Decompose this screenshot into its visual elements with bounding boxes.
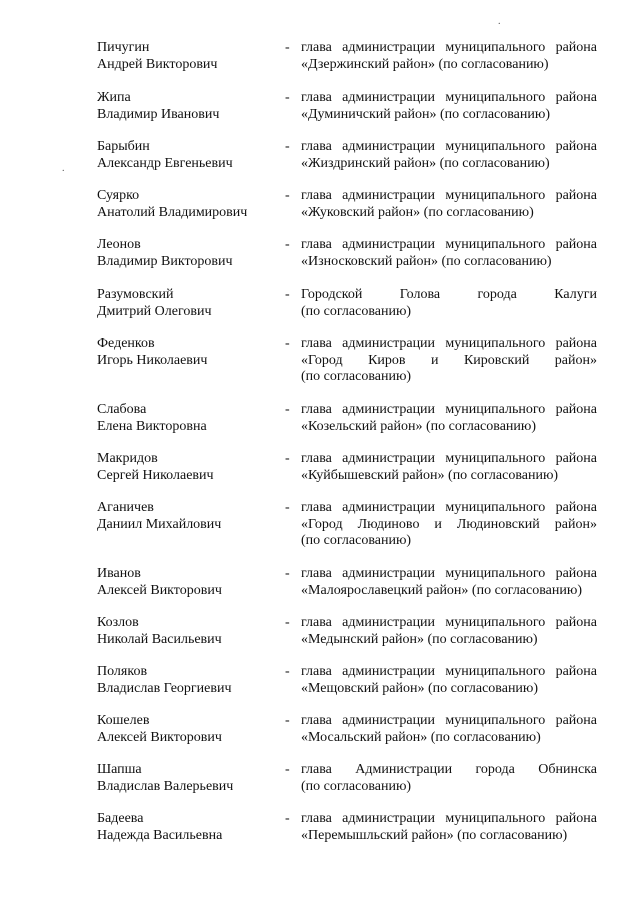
dash-separator: - [285,336,290,351]
member-position [301,287,597,320]
position-line: «Жуковский район» (по согласованию) [301,204,534,220]
stray-mark: . [498,16,501,27]
dash-separator: - [285,762,290,777]
position-line: глава администрации муниципального района [301,40,597,55]
member-surname: Разумовский [97,287,174,302]
member-surname: Козлов [97,615,139,630]
member-position [301,566,597,599]
member-surname: Жипа [97,90,131,105]
member-name [97,713,277,746]
member-name [97,566,277,599]
position-line: глава администрации муниципального района [301,566,597,581]
member-position [301,90,597,123]
dash-separator: - [285,713,290,728]
member-position [301,188,597,221]
member-given-names: Николай Васильевич [97,631,222,647]
member-surname: Суярко [97,188,140,203]
dash-separator: - [285,287,290,302]
dash-separator: - [285,566,290,581]
position-line: глава администрации муниципального района [301,615,597,630]
position-line: «Износковский район» (по согласованию) [301,253,552,269]
position-line: глава администрации муниципального района [301,336,597,351]
position-line: «Куйбышевский район» (по согласованию) [301,467,559,483]
position-line: «Думиничский район» (по согласованию) [301,106,550,122]
dash-separator: - [285,451,290,466]
member-surname: Кошелев [97,713,150,728]
member-given-names: Надежда Васильевна [97,827,223,843]
member-position [301,500,597,550]
member-name [97,40,277,73]
dash-separator: - [285,188,290,203]
member-name [97,237,277,270]
position-line: глава администрации муниципального района [301,500,597,515]
position-line: «Мосальский район» (по согласованию) [301,729,541,745]
position-line: «Город Киров и Кировский район» [301,352,597,368]
member-given-names: Дмитрий Олегович [97,303,212,319]
stray-mark: . [62,163,65,174]
member-surname: Макридов [97,451,158,466]
position-line: (по согласованию) [301,778,412,794]
position-line: «Козельский район» (по согласованию) [301,418,537,434]
position-line: глава администрации муниципального района [301,188,597,203]
member-name [97,811,277,844]
member-surname: Феденков [97,336,155,351]
member-given-names: Алексей Викторович [97,729,222,745]
member-name [97,762,277,795]
member-given-names: Андрей Викторович [97,56,218,72]
position-line: Городской Голова города Калуги [301,287,597,302]
member-position [301,40,597,73]
member-name [97,500,277,533]
position-line: «Город Людиново и Людиновский район» [301,516,597,532]
member-given-names: Владимир Иванович [97,106,220,122]
member-name [97,139,277,172]
position-line: «Жиздринский район» (по согласованию) [301,155,550,171]
member-name [97,287,277,320]
position-line: «Медынский район» (по согласованию) [301,631,538,647]
dash-separator: - [285,402,290,417]
member-name [97,451,277,484]
member-name [97,615,277,648]
member-given-names: Александр Евгеньевич [97,155,233,171]
dash-separator: - [285,237,290,252]
member-surname: Шапша [97,762,142,777]
dash-separator: - [285,615,290,630]
member-position [301,451,597,484]
dash-separator: - [285,139,290,154]
member-given-names: Елена Викторовна [97,418,207,434]
position-line: глава администрации муниципального района [301,90,597,105]
member-surname: Иванов [97,566,141,581]
member-surname: Поляков [97,664,148,679]
member-name [97,402,277,435]
member-name [97,664,277,697]
position-line: «Перемышльский район» (по согласованию) [301,827,568,843]
position-line: глава администрации муниципального района [301,451,597,466]
member-given-names: Владислав Валерьевич [97,778,234,794]
position-line: «Дзержинский район» (по согласованию) [301,56,549,72]
position-line: глава администрации муниципального района [301,402,597,417]
member-position [301,713,597,746]
member-position [301,237,597,270]
position-line: (по согласованию) [301,533,412,548]
position-line: глава администрации муниципального района [301,139,597,154]
position-line: глава администрации муниципального района [301,713,597,728]
member-surname: Бадеева [97,811,144,826]
member-position [301,811,597,844]
member-surname: Леонов [97,237,141,252]
member-name [97,188,277,221]
member-given-names: Алексей Викторович [97,582,222,598]
position-line: (по согласованию) [301,303,412,319]
position-line: глава администрации муниципального района [301,664,597,679]
member-position [301,336,597,386]
member-surname: Пичугин [97,40,150,55]
member-surname: Слабова [97,402,147,417]
member-given-names: Владислав Георгиевич [97,680,232,696]
position-line: «Малоярославецкий район» (по согласованию) [301,582,582,598]
dash-separator: - [285,40,290,55]
position-line: (по согласованию) [301,369,412,384]
member-position [301,762,597,795]
member-given-names: Даниил Михайлович [97,516,222,532]
position-line: «Мещовский район» (по согласованию) [301,680,539,696]
position-line: глава Администрации города Обнинска [301,762,597,777]
member-surname: Аганичев [97,500,154,515]
dash-separator: - [285,811,290,826]
member-name [97,336,277,369]
member-position [301,615,597,648]
dash-separator: - [285,664,290,679]
position-line: глава администрации муниципального района [301,237,597,252]
member-position [301,139,597,172]
dash-separator: - [285,500,290,515]
member-name [97,90,277,123]
member-surname: Барыбин [97,139,150,154]
member-given-names: Владимир Викторович [97,253,233,269]
position-line: глава администрации муниципального района [301,811,597,826]
dash-separator: - [285,90,290,105]
member-given-names: Сергей Николаевич [97,467,214,483]
member-given-names: Анатолий Владимирович [97,204,248,220]
member-position [301,402,597,435]
member-given-names: Игорь Николаевич [97,352,208,368]
member-position [301,664,597,697]
